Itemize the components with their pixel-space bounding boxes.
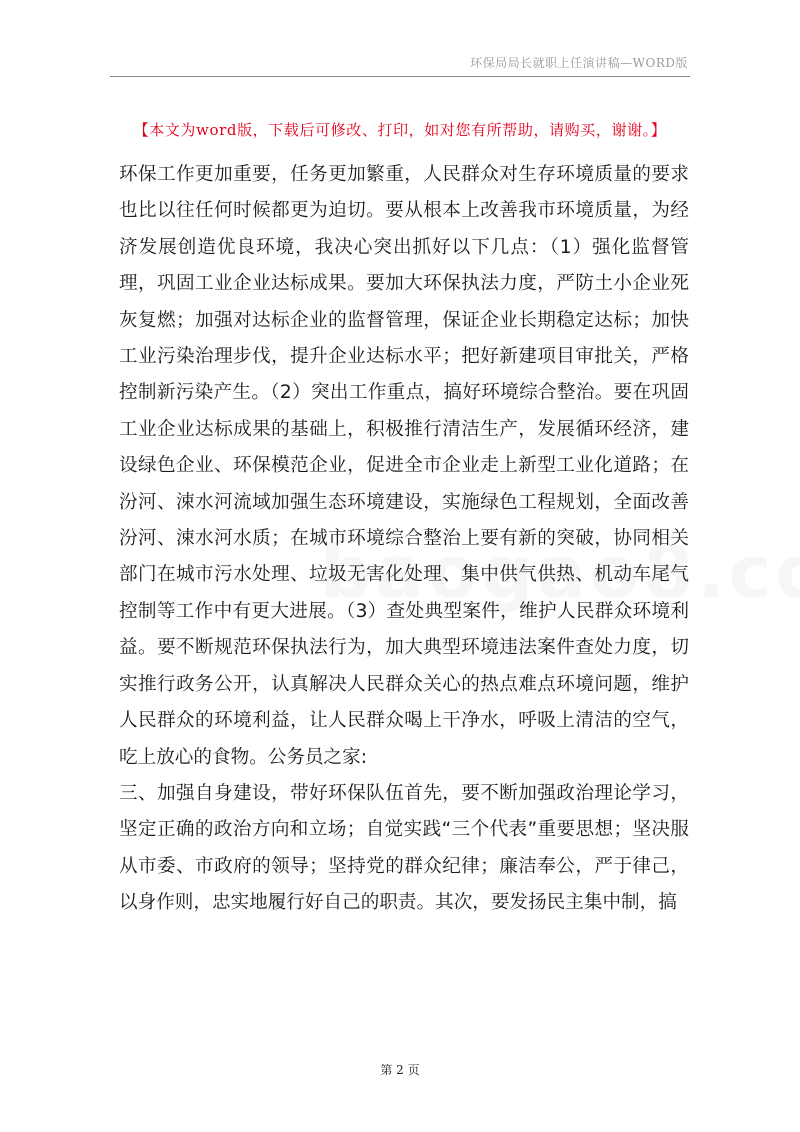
body-text — [119, 157, 689, 922]
running-header: 环保局局长就职上任演讲稿—WORD版 — [470, 56, 688, 70]
body-paragraph: 三、加强自身建设，带好环保队伍首先，要不断加强政治理论学习，坚定正确的政治方向和立场；自觉实践“三个代表”重要思想；坚决服从市委、市政府的领导；坚持党的群众纪律；廉洁奉公，严于律己，以身作则，忠实地履行好自己的职责。其次，要发扬民主集中制，搞 — [119, 782, 689, 914]
purchase-notice: 【本文为word版，下载后可修改、打印，如对您有所帮助，请购买，谢谢。】 — [133, 121, 667, 139]
header-rule — [110, 76, 690, 77]
page-number: 第 2 页 — [380, 1063, 420, 1077]
body-paragraph: 环保工作更加重要，任务更加繁重，人民群众对生存环境质量的要求也比以往任何时候都更为迫切。要从根本上改善我市环境质量，为经济发展创造优良环境，我决心突出抓好以下几点：（1）强化监督管理，巩固工业企业达标成果。要加大环保执法力度，严防土小企业死灰复燃；加强对达标企业的监督管理，保证企业长期稳定达标；加快工业污染治理步伐，提升企业达标水平；把好新建项目审批关，严格控制新污染产生。（2）突出工作重点，搞好环境综合整治。要在巩固工业企业达标成果的基础上，积极推行清洁生产，发展循环经济，建设绿色企业、环保模范企业，促进全市企业走上新型工业化道路；在汾河、涑水河流域加强生态环境建设，实施绿色工程规划，全面改善汾河、涑水河水质；在城市环境综合整治上要有新的突破，协同相关部门在城市污水处理、垃圾无害化处理、集中供气供热、机动车尾气控制等工作中有更大进展。（3）查处典型案件，维护人民群众环境利益。要不断规范环保执法行为，加大典型环境违法案件查处力度，切实推行政务公开，认真解决人民群众关心的热点难点环境问题，维护人民群众的环境利益，让人民群众喝上干净水，呼吸上清洁的空气，吃上放心的食物。公务员之家: — [119, 164, 689, 768]
